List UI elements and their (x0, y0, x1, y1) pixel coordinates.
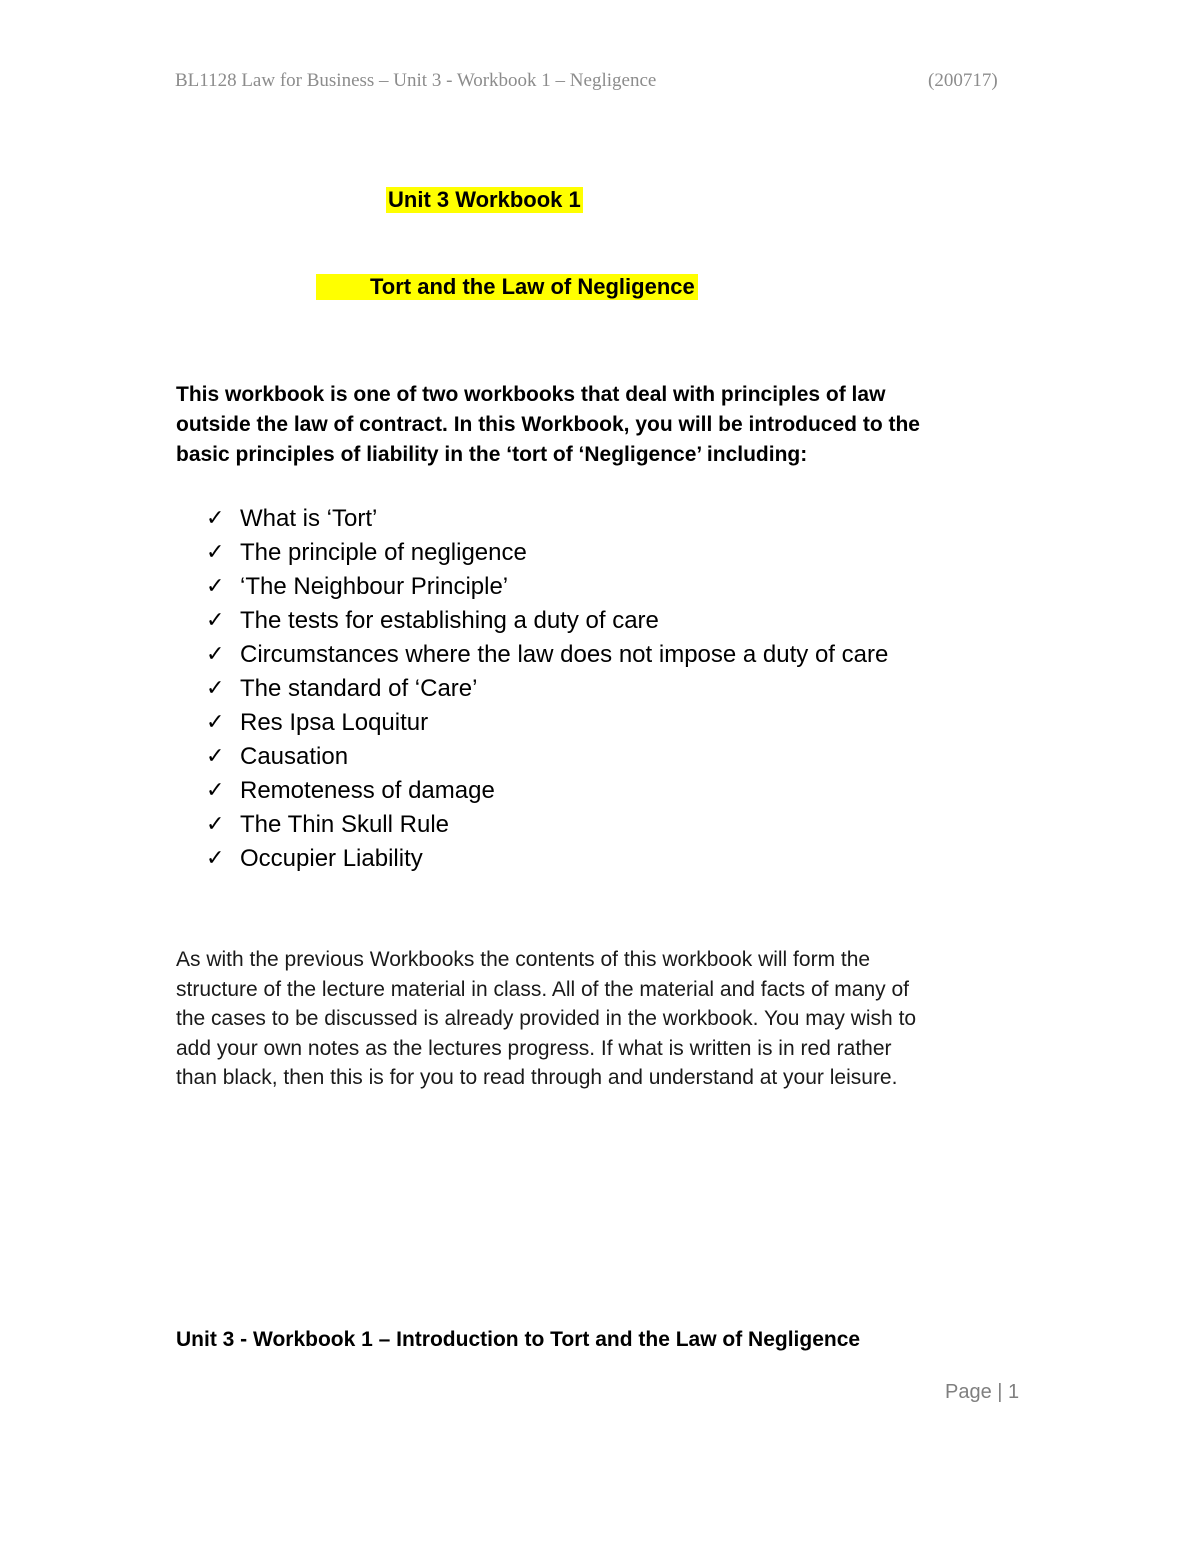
topic-label: ‘The Neighbour Principle’ (240, 573, 509, 600)
list-item (206, 706, 888, 740)
topic-label: The Thin Skull Rule (240, 811, 449, 838)
checkmark-icon: ✓ (206, 540, 225, 565)
body-line: than black, then this is for you to read through and understand at your leisure. (176, 1066, 898, 1089)
checkmark-icon: ✓ (206, 642, 225, 667)
list-item (206, 604, 888, 638)
checkmark-icon: ✓ (206, 574, 225, 599)
topic-label: Causation (240, 743, 349, 770)
topic-label: Occupier Liability (240, 845, 423, 872)
intro-line: outside the law of contract. In this Workbook, you will be introduced to the (176, 413, 920, 436)
list-item (206, 536, 888, 570)
checkmark-icon: ✓ (206, 608, 225, 633)
running-header-title: BL1128 Law for Business – Unit 3 - Workbook 1 – Negligence (175, 70, 657, 91)
topic-label: What is ‘Tort’ (240, 505, 378, 532)
checkmark-icon: ✓ (206, 812, 225, 837)
topic-checklist (206, 502, 888, 876)
topic-label: The tests for establishing a duty of care (240, 607, 659, 634)
list-item (206, 740, 888, 774)
body-line: the cases to be discussed is already provided in the workbook. You may wish to (176, 1007, 917, 1030)
list-item (206, 672, 888, 706)
body-line: add your own notes as the lectures progress. If what is written is in red rather (176, 1036, 892, 1060)
list-item (206, 570, 888, 604)
checkmark-icon: ✓ (206, 778, 225, 803)
checkmark-icon: ✓ (206, 846, 225, 871)
topic-label: The principle of negligence (240, 539, 527, 566)
topic-label: Res Ipsa Loquitur (240, 709, 429, 736)
topic-label: Remoteness of damage (240, 777, 495, 804)
body-line: As with the previous Workbooks the contents of this workbook will form the (176, 948, 871, 971)
topic-label: The standard of ‘Care’ (240, 675, 478, 702)
checkmark-icon: ✓ (206, 744, 225, 769)
intro-line: basic principles of liability in the ‘tort of ‘Negligence’ including: (176, 443, 808, 466)
workbook-subtitle: Tort and the Law of Negligence (316, 274, 698, 300)
running-header-code: (200717) (928, 70, 998, 91)
topic-label: Circumstances where the law does not impose a duty of care (240, 641, 889, 668)
list-item (206, 808, 888, 842)
body-line: structure of the lecture material in class. All of the material and facts of many of (176, 977, 910, 1001)
workbook-title: Unit 3 Workbook 1 (388, 187, 581, 212)
intro-paragraph (176, 380, 1026, 470)
section-heading: Unit 3 - Workbook 1 – Introduction to Tort and the Law of Negligence (176, 1328, 861, 1351)
checkmark-icon: ✓ (206, 710, 225, 735)
list-item (206, 638, 888, 672)
intro-line: This workbook is one of two workbooks that deal with principles of law (176, 383, 886, 406)
checkmark-icon: ✓ (206, 676, 225, 701)
list-item (206, 502, 888, 536)
page-number: Page | 1 (945, 1381, 1020, 1403)
list-item (206, 842, 888, 876)
list-item (206, 774, 888, 808)
body-paragraph (176, 945, 916, 1093)
checkmark-icon: ✓ (206, 506, 225, 531)
